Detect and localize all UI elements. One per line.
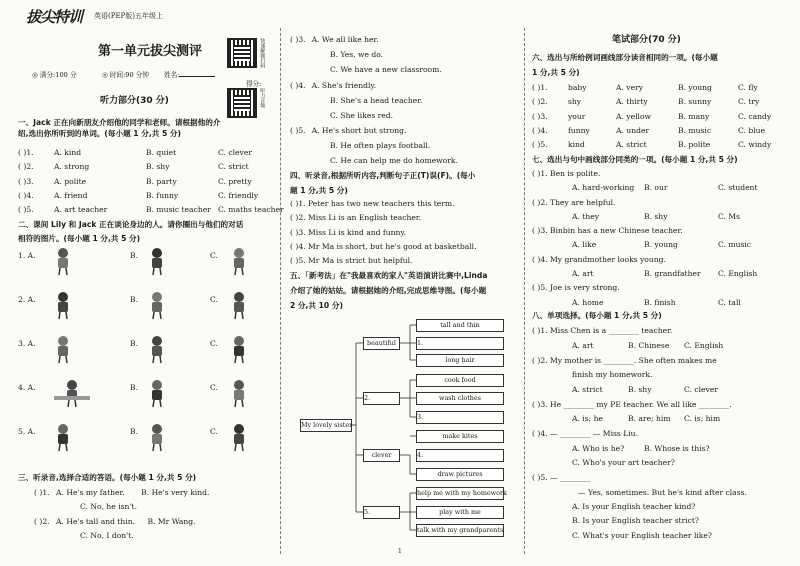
mind-map-leaf: draw pictures (416, 468, 504, 481)
s8-q1-option-b[interactable]: B. Chinese (628, 341, 670, 350)
true-false-item: ( )1. Peter has two new teachers this term. (290, 199, 455, 208)
mind-map-blank-5[interactable]: 5. (363, 506, 400, 519)
question-stem: ( )4. My grandmother looks young. (532, 254, 666, 264)
picture-label-b: B. (130, 383, 138, 392)
s3-q3-option-c[interactable]: C. We have a new classroom. (330, 65, 442, 74)
section-5-heading-2: 介绍了她的姑姑。请根据她的介绍,完成思维导图。(每小题 (290, 286, 487, 295)
person-picture-c[interactable] (228, 422, 250, 446)
s8-q2-option-c[interactable]: C. clever (684, 385, 718, 394)
s8-q4-stem: ( )4. — ________ — Miss Liu. (532, 429, 638, 438)
section-5-heading: 五、「新考法」在"我最喜欢的家人"英语演讲比赛中,Linda (290, 271, 488, 280)
section-6-heading: 六、选出与所给例词画线部分读音相同的一项。(每小题 (532, 53, 718, 62)
s8-q3-options (572, 413, 721, 424)
option-a[interactable]: A. strict (616, 140, 647, 150)
picture-label-a: 3. A. (18, 339, 36, 348)
s3-q3: ( )3. A. We all like her. (290, 35, 379, 44)
list-item (532, 96, 790, 110)
mind-map-leaf: cook food (416, 374, 504, 387)
section-1-heading: 一、Jack 正在向新朋友介绍他的同学和老师。请根据他的介 (18, 118, 221, 127)
page-title: 第一单元拔尖测评 (98, 44, 203, 59)
mind-map-leaf: wash clothes (416, 392, 504, 405)
s8-q5-option-c[interactable]: C. What's your English teacher like? (572, 531, 712, 540)
s3-q1: ( )1. A. He's my father. B. He's very kind. (34, 488, 210, 497)
picture-label-a: 2. A. (18, 295, 36, 304)
true-false-item: ( )2. Miss Li is an English teacher. (290, 213, 422, 223)
option-c[interactable]: C. music (718, 240, 752, 250)
right-column (528, 0, 790, 566)
mind-map-branch-clever: clever (363, 449, 400, 462)
section-2-heading: 二、课间 Lily 和 Jack 正在谈论身边的人。请你圈出与他们的对话 (18, 220, 244, 229)
mind-map-leaf: help me with my homework (416, 487, 504, 500)
person-picture-a[interactable] (52, 290, 74, 314)
list-item (532, 111, 790, 125)
option-c[interactable]: C. clever (218, 148, 252, 157)
s8-q2-options (572, 384, 718, 395)
s8-q2-stem: ( )2. My mother is ________. She often makes me (532, 356, 717, 365)
option-b[interactable]: B. our (644, 183, 668, 193)
s3-q5-option-c[interactable]: C. He can help me do homework. (330, 156, 458, 165)
s8-q4-option-c[interactable]: C. Who's your art teacher? (572, 458, 675, 467)
example-word: funny (568, 125, 590, 135)
s3-q3-option-a[interactable]: A. We all like her. (311, 35, 379, 44)
person-picture-c[interactable] (228, 378, 250, 402)
s8-q3-option-c[interactable]: C. is; him (684, 414, 721, 423)
question-stem: ( )1. Ben is polite. (532, 169, 601, 178)
option-b[interactable]: B. shy (644, 211, 668, 221)
mind-map-blank[interactable]: 1. (416, 337, 504, 350)
question-stem: ( )5. Joe is very strong. (532, 283, 620, 293)
option-a[interactable]: A. very (616, 83, 644, 92)
picture-label-b: B. (130, 427, 138, 436)
option-c[interactable]: C. tall (718, 297, 741, 307)
brand-logo: 拔尖特训 (26, 8, 83, 26)
option-b[interactable]: B. many (678, 111, 710, 121)
left-column (14, 0, 284, 566)
option-c[interactable]: C. try (738, 97, 760, 107)
question-number: ( )1. (532, 83, 548, 92)
mind-map-branch-beautiful: beautiful (363, 337, 400, 350)
person-picture-a[interactable] (52, 246, 74, 270)
s3-q3-option-b[interactable]: B. Yes, we do. (330, 50, 384, 59)
picture-label-c: C. (210, 383, 218, 392)
qr-code-icon (227, 38, 257, 68)
s8-q4-option-b[interactable]: B. Whose is this? (644, 444, 710, 453)
option-c[interactable]: C. friendly (218, 190, 259, 200)
option-a[interactable]: A. under (616, 125, 650, 135)
option-c[interactable]: C. pretty (218, 176, 252, 186)
s3-q5-option-b[interactable]: B. He often plays football. (330, 141, 431, 150)
section-8-heading: 八、单项选择。(每小题 1 分,共 5 分) (532, 311, 662, 320)
mind-map-lines (286, 0, 520, 566)
s8-q1-option-a[interactable]: A. art (572, 341, 594, 350)
picture-label-c: C. (210, 339, 218, 348)
page-number: 1 (398, 548, 402, 555)
option-c[interactable]: C. candy (738, 111, 772, 121)
question-number: ( )4. (532, 125, 548, 135)
person-picture-a[interactable] (52, 334, 74, 358)
question-number: ( )5. (532, 140, 548, 150)
question-stem: ( )3. Binbin has a new Chinese teacher. (532, 226, 683, 236)
s8-q2-option-a[interactable]: A. strict (572, 385, 603, 394)
option-a[interactable]: A. home (572, 297, 604, 307)
person-picture-c[interactable] (228, 334, 250, 358)
example-word: your (568, 111, 586, 121)
section-1-heading-2: 绍,选出你所听到的单词。(每小题 1 分,共 5 分) (18, 129, 181, 138)
true-false-item: ( )3. Miss Li is kind and funny. (290, 227, 407, 237)
option-c[interactable]: C. windy (738, 140, 772, 150)
section-1-list (18, 147, 284, 218)
mind-map-blank[interactable]: 3. (416, 411, 504, 424)
listening-title: 听力部分(30 分) (100, 96, 169, 106)
section-4-heading-2: 题 1 分,共 5 分) (290, 186, 348, 195)
list-item (18, 176, 278, 190)
time-limit: ◎ 时间:90 分钟 (102, 71, 149, 79)
option-b[interactable]: B. funny (146, 190, 179, 200)
person-picture-a[interactable] (52, 422, 74, 446)
mind-map-blank-2[interactable]: 2. (363, 392, 400, 405)
option-a[interactable]: A. kind (54, 148, 82, 157)
picture-label-b: B. (130, 339, 138, 348)
s3-q5-option-a[interactable]: A. He's short but strong. (311, 126, 407, 135)
s8-q3-stem: ( )3. He ________ my PE teacher. We all like ________. (532, 400, 732, 409)
s3-q2: ( )2. A. He's tall and thin. B. Mr Wang. (34, 517, 196, 526)
picture-label-c: C. (210, 427, 218, 436)
section-7-list (532, 168, 790, 311)
s3-q2-option-a[interactable]: A. He's tall and thin. (56, 517, 136, 526)
option-row (532, 268, 790, 282)
option-b[interactable]: B. music teacher (146, 205, 211, 215)
section-4-heading: 四、听录音,根据所听内容,判断句子正(T)误(F)。(每小 (290, 171, 476, 180)
mind-map-leaf: tall and thin (416, 319, 504, 332)
option-b[interactable]: B. quiet (146, 148, 177, 157)
option-c[interactable]: C. student (718, 183, 758, 193)
mind-map-leaf: play with me (416, 506, 504, 519)
question-number: ( )4. (18, 190, 34, 200)
section-3-heading: 三、听录音,选择合适的答语。(每小题 1 分,共 5 分) (18, 473, 197, 482)
person-picture-c[interactable] (228, 246, 250, 270)
mind-map-leaf: long hair (416, 354, 504, 367)
s8-q3-option-a[interactable]: A. is; he (572, 414, 603, 423)
example-word: baby (568, 83, 587, 92)
question-number: ( )3. (532, 111, 548, 121)
s3-q2-option-b[interactable]: B. Mr Wang. (147, 517, 196, 526)
question-number: ( )1. (18, 148, 34, 157)
section-2-heading-2: 相符的图片。(每小题 1 分,共 5 分) (18, 234, 141, 243)
question-number: ( )3. (18, 176, 34, 186)
option-row (532, 297, 790, 311)
option-c[interactable]: C. strict (218, 162, 249, 172)
s3-q4-option-c[interactable]: C. She likes red. (330, 111, 394, 120)
s3-q4-option-a[interactable]: A. She's friendly. (311, 81, 377, 90)
option-a[interactable]: A. they (572, 211, 600, 221)
example-word: shy (568, 97, 582, 107)
s8-q5-answer: — Yes, sometimes. But he's kind after class. (578, 488, 747, 497)
list-item (532, 139, 790, 153)
mind-map-blank[interactable]: 4. (416, 449, 504, 462)
option-b[interactable]: B. sunny (678, 97, 712, 107)
qr-caption: 听力音频 (259, 88, 266, 108)
qr-caption: 快速解题扫码 (259, 38, 266, 68)
name-field[interactable] (164, 71, 215, 81)
section-5-heading-3: 2 分,共 10 分) (290, 301, 343, 310)
list-item (18, 190, 278, 204)
true-false-item: ( )5. Mr Ma is strict but helpful. (290, 256, 413, 266)
option-a[interactable]: A. hard-working (572, 183, 635, 193)
mind-map-leaf: talk with my grandparents (416, 524, 504, 537)
full-score: ◎ 满分:100 分 (32, 71, 77, 79)
option-a[interactable]: A. strong (54, 162, 90, 172)
true-false-item: ( )4. Mr Ma is short, but he's good at basketball. (290, 241, 477, 251)
writing-title: 笔试部分(70 分) (612, 35, 681, 45)
s8-q3-option-b[interactable]: B. are; him (628, 414, 671, 423)
question-stem: ( )2. They are helpful. (532, 197, 616, 207)
option-b[interactable]: B. party (146, 176, 177, 186)
option-b[interactable]: B. finish (644, 297, 676, 307)
list-item (532, 82, 790, 96)
qr-code-icon (227, 88, 257, 118)
option-c[interactable]: C. fly (738, 83, 758, 92)
option-b[interactable]: B. polite (678, 140, 711, 150)
option-b[interactable]: B. music (678, 125, 712, 135)
option-c[interactable]: C. Ms (718, 211, 741, 221)
option-a[interactable]: A. thirty (616, 97, 648, 107)
s8-q1-options (572, 340, 724, 351)
option-b[interactable]: B. shy (146, 162, 170, 172)
person-picture-b[interactable] (146, 422, 168, 446)
picture-label-a: 4. A. (18, 383, 36, 392)
picture-label-c: C. (210, 251, 218, 260)
mind-map-center: My lovely sister (300, 419, 352, 432)
option-a[interactable]: A. art (572, 269, 594, 279)
option-a[interactable]: A. yellow (616, 111, 652, 121)
column-divider (524, 28, 525, 554)
score-field[interactable] (246, 80, 261, 90)
option-a[interactable]: A. friend (54, 190, 88, 200)
picture-label-a: 1. A. (18, 251, 36, 260)
subject-label: 英语(PEP版)五年级上 (94, 12, 163, 20)
list-item (18, 204, 284, 218)
option-row (532, 239, 790, 253)
s8-q2-option-b[interactable]: B. shy (628, 385, 652, 394)
person-picture-b[interactable] (146, 378, 168, 402)
s3-q2-option-c[interactable]: C. No, I don't. (80, 531, 134, 540)
option-b[interactable]: B. young (644, 240, 678, 250)
s3-q1-option-a[interactable]: A. He's my father. (56, 488, 125, 497)
s3-q4: ( )4. A. She's friendly. (290, 81, 377, 90)
column-divider (280, 28, 281, 554)
s3-q1-option-b[interactable]: B. He's very kind. (141, 488, 210, 497)
person-picture-b[interactable] (146, 290, 168, 314)
section-7-heading: 七、选出与句中画线部分同类的一项。(每小题 1 分,共 5 分) (532, 155, 738, 164)
s8-q2-stem-2: finish my homework. (572, 370, 653, 379)
list-item (532, 125, 790, 139)
person-picture-b[interactable] (146, 246, 168, 270)
option-b[interactable]: B. young (678, 83, 712, 92)
person-picture-a[interactable] (52, 378, 92, 402)
option-a[interactable]: A. like (572, 240, 597, 250)
s8-q5-option-b[interactable]: B. Is your English teacher strict? (572, 516, 700, 525)
option-a[interactable]: A. polite (54, 176, 87, 186)
s3-q4-option-b[interactable]: B. She's a head teacher. (330, 96, 423, 105)
option-a[interactable]: A. art teacher (54, 205, 108, 215)
s3-q5: ( )5. A. He's short but strong. (290, 126, 407, 135)
picture-label-c: C. (210, 295, 218, 304)
middle-column (286, 0, 520, 566)
option-row (532, 211, 790, 225)
s8-q5-option-a[interactable]: A. Is your English teacher kind? (572, 502, 696, 511)
picture-label-b: B. (130, 251, 138, 260)
s8-q4-option-a[interactable]: A. Who is he? (572, 444, 625, 453)
question-number: ( )5. (18, 205, 34, 215)
name-label: 姓名: (164, 71, 180, 79)
option-row (532, 182, 790, 196)
list-item (18, 147, 278, 161)
person-picture-b[interactable] (146, 334, 168, 358)
example-word: kind (568, 140, 585, 150)
s8-q1-option-c[interactable]: C. English (684, 341, 724, 350)
option-c[interactable]: C. English (718, 269, 758, 279)
option-c[interactable]: C. blue (738, 125, 766, 135)
option-b[interactable]: B. grandfather (644, 269, 701, 279)
person-picture-c[interactable] (228, 290, 250, 314)
question-number: ( )2. (18, 162, 34, 172)
score-label: 得分: (246, 80, 262, 88)
option-c[interactable]: C. maths teacher (218, 205, 284, 215)
section-6-heading-2: 1 分,共 5 分) (532, 68, 580, 77)
s8-q5-stem: ( )5. — ________ (532, 473, 591, 482)
s8-q1-stem: ( )1. Miss Chen is a ________ teacher. (532, 326, 673, 335)
s8-q4-options (572, 443, 710, 454)
question-number: ( )2. (532, 97, 548, 107)
picture-label-a: 5. A. (18, 427, 36, 436)
list-item (18, 161, 278, 175)
mind-map-leaf: make kites (416, 430, 504, 443)
s3-q1-option-c[interactable]: C. No, he isn't. (80, 502, 137, 511)
section-6-list (532, 82, 790, 153)
picture-label-b: B. (130, 295, 138, 304)
